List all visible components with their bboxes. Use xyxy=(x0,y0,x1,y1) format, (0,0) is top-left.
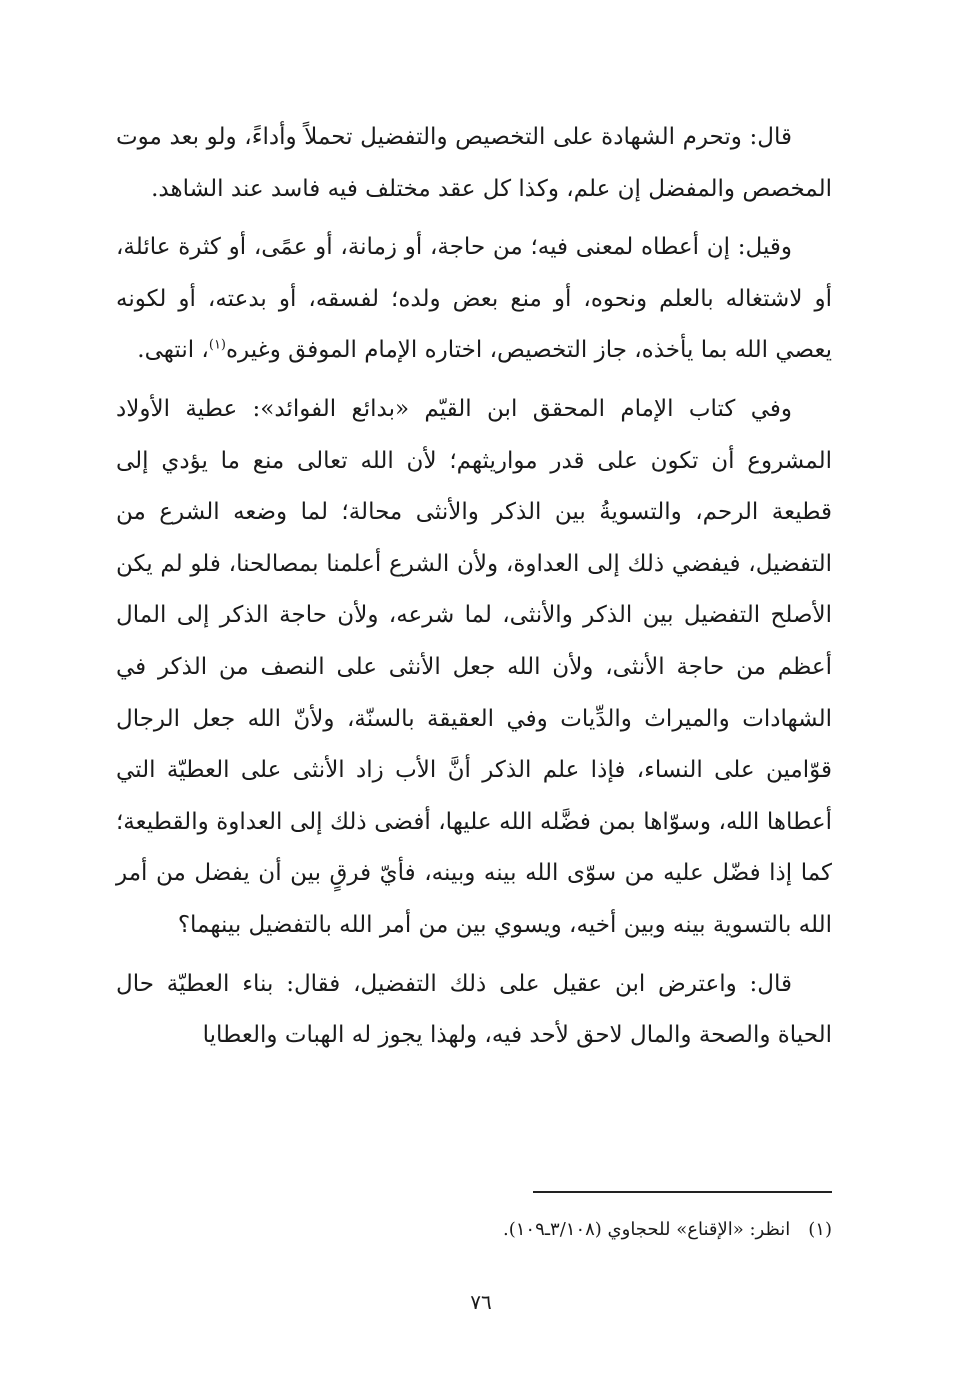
main-text xyxy=(116,112,832,1069)
page-number: ٧٦ xyxy=(470,1290,492,1314)
paragraph-2 xyxy=(116,222,832,377)
paragraph-1: قال: وتحرم الشهادة على التخصيص والتفضيل تحملاً وأداءً، ولو بعد موت المخصص والمفضل إن علم، وكذا كل عقد مختلف فيه فاسد عند الشاهد. xyxy=(116,124,832,202)
footnote-number: (١) xyxy=(808,1219,832,1240)
paragraph-2-end: ، انتهى. xyxy=(137,337,209,364)
footnote-divider xyxy=(533,1191,832,1193)
footnote-text: انظر: «الإقناع» للحجاوي (٣/١٠٨ـ١٠٩). xyxy=(503,1219,791,1240)
paragraph-2-text: وقيل: إن أعطاه لمعنى فيه؛ من حاجة، أو زمانة، أو عمًى، أو كثرة عائلة، أو لاشتغاله بالعلم ونحوه، أو منع بعض ولده؛ لفسقه، أو بدعته، أو لكونه يعصي الله بما يأخذه، جاز التخصيص، اختاره الإمام الموفق وغيره xyxy=(116,234,832,364)
paragraph-4: قال: واعترض ابن عقيل على ذلك التفضيل، فقال: بناء العطيّة حال الحياة والصحة والمال لاحق لأحد فيه، ولهذا يجوز له الهبات والعطايا xyxy=(116,970,832,1049)
footnote-marker: (١) xyxy=(208,337,226,353)
paragraph-3: وفي كتاب الإمام المحقق ابن القيّم «بدائع الفوائد»: عطية الأولاد المشروع أن تكون على قدر مواريثهم؛ لأن الله تعالى منع ما يؤدي إلى قطيعة الرحم، والتسويةُ بين الذكر والأنثى محالة؛ لما وضعه الشرع من التفضيل، فيفضي ذلك إلى العداوة، ولأن الشرع أعلمنا بمصالحنا، فلو لم يكن الأصلح التفضيل بين الذكر والأنثى، لما شرعه، ولأن حاجة الذكر إلى المال أعظم من حاجة الأنثى، ولأن الله جعل الأنثى على النصف من الذكر في الشهادات والميراث والدِّيات وفي العقيقة بالسنّة، ولأنّ الله جعل الرجال قوّامين على النساء، فإذا علم الذكر أنَّ الأب زاد الأنثى على العطيّة التي أعطاها الله، وسوّاها بمن فضَّله الله عليها، أفضى ذلك إلى العداوة والقطيعة؛ كما إذا فضّل عليه من سوّى الله بينه وبينه، فأيّ فرقٍ بين أن يفضل من أمر الله بالتسوية بينه وبين أخيه، ويسوي بين من أمر الله بالتفضيل بينهما؟ xyxy=(116,395,832,938)
footnote xyxy=(330,1213,832,1247)
